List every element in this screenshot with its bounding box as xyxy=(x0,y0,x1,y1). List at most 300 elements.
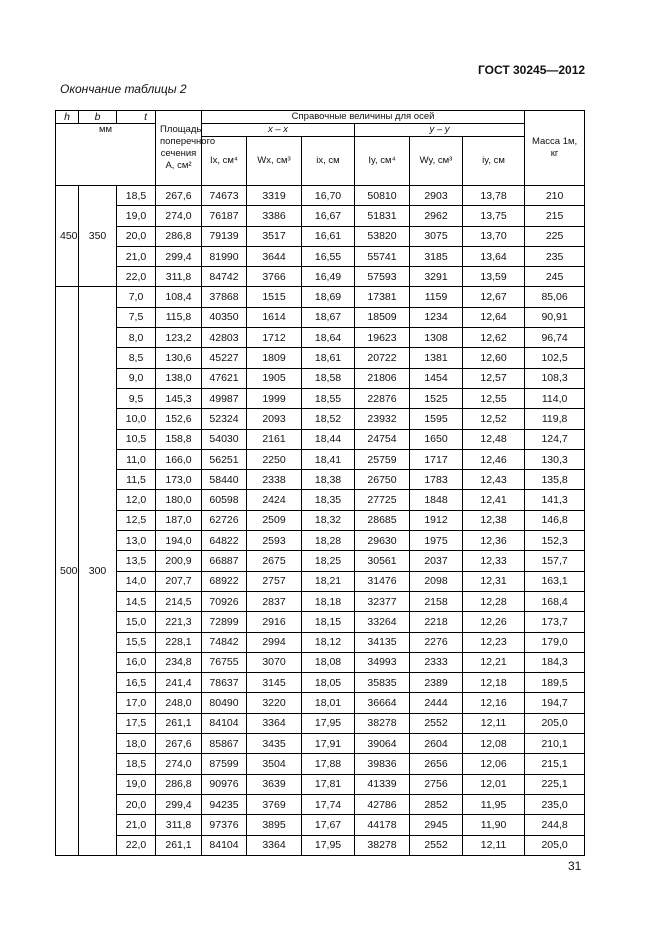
iy-value: 41339 xyxy=(355,774,410,794)
mass-value: 205,0 xyxy=(525,713,585,733)
iy-value: 38278 xyxy=(355,835,410,855)
area-value: 130,6 xyxy=(156,348,202,368)
mass-value: 215 xyxy=(525,206,585,226)
radius-x-value: 18,05 xyxy=(302,673,355,693)
table-row xyxy=(56,835,585,855)
mass-value: 235 xyxy=(525,246,585,266)
area-value: 214,5 xyxy=(156,591,202,611)
mass-value: 225,1 xyxy=(525,774,585,794)
iy-value: 39064 xyxy=(355,734,410,754)
ix-value: 64822 xyxy=(202,531,247,551)
radius-y-value: 12,28 xyxy=(463,591,525,611)
area-value: 299,4 xyxy=(156,246,202,266)
wx-value: 1999 xyxy=(247,388,302,408)
t-value: 17,5 xyxy=(117,713,156,733)
wy-value: 1308 xyxy=(410,328,463,348)
wx-value: 2916 xyxy=(247,612,302,632)
t-value: 9,0 xyxy=(117,368,156,388)
radius-x-value: 18,52 xyxy=(302,409,355,429)
radius-y-value: 12,11 xyxy=(463,835,525,855)
t-value: 7,5 xyxy=(117,307,156,327)
t-value: 20,0 xyxy=(117,226,156,246)
col-header-b: b xyxy=(79,111,117,124)
iy-value: 22876 xyxy=(355,388,410,408)
t-value: 14,0 xyxy=(117,571,156,591)
table-row xyxy=(56,591,585,611)
wx-value: 2093 xyxy=(247,409,302,429)
wy-value: 2756 xyxy=(410,774,463,794)
wy-value: 1234 xyxy=(410,307,463,327)
ix-value: 84742 xyxy=(202,267,247,287)
radius-y-value: 12,64 xyxy=(463,307,525,327)
radius-y-value: 13,78 xyxy=(463,186,525,206)
ix-value: 87599 xyxy=(202,754,247,774)
area-value: 187,0 xyxy=(156,510,202,530)
radius-y-value: 12,36 xyxy=(463,531,525,551)
radius-x-value: 18,35 xyxy=(302,490,355,510)
table-row xyxy=(56,328,585,348)
mass-value: 108,3 xyxy=(525,368,585,388)
wy-value: 2552 xyxy=(410,713,463,733)
iy-value: 38278 xyxy=(355,713,410,733)
area-value: 173,0 xyxy=(156,470,202,490)
area-value: 234,8 xyxy=(156,652,202,672)
wx-value: 2509 xyxy=(247,510,302,530)
table-row xyxy=(56,510,585,530)
iy-value: 34993 xyxy=(355,652,410,672)
iy-value: 21806 xyxy=(355,368,410,388)
group-h-value: 500 xyxy=(56,287,79,855)
iy-value: 44178 xyxy=(355,815,410,835)
radius-x-value: 18,18 xyxy=(302,591,355,611)
radius-y-value: 11,90 xyxy=(463,815,525,835)
iy-value: 29630 xyxy=(355,531,410,551)
wy-value: 1783 xyxy=(410,470,463,490)
table-row xyxy=(56,409,585,429)
radius-x-value: 16,55 xyxy=(302,246,355,266)
mass-value: 119,8 xyxy=(525,409,585,429)
wy-value: 2389 xyxy=(410,673,463,693)
t-value: 19,0 xyxy=(117,206,156,226)
wx-value: 1712 xyxy=(247,328,302,348)
ix-value: 74842 xyxy=(202,632,247,652)
radius-y-value: 13,70 xyxy=(463,226,525,246)
area-value: 248,0 xyxy=(156,693,202,713)
ix-value: 52324 xyxy=(202,409,247,429)
wy-value: 2276 xyxy=(410,632,463,652)
area-value: 138,0 xyxy=(156,368,202,388)
wx-value: 1515 xyxy=(247,287,302,307)
radius-y-value: 12,33 xyxy=(463,551,525,571)
radius-x-value: 17,74 xyxy=(302,794,355,814)
radius-y-value: 12,48 xyxy=(463,429,525,449)
t-value: 21,0 xyxy=(117,815,156,835)
ix-value: 76755 xyxy=(202,652,247,672)
radius-x-value: 18,41 xyxy=(302,449,355,469)
area-value: 286,8 xyxy=(156,774,202,794)
area-value: 286,8 xyxy=(156,226,202,246)
radius-y-value: 12,21 xyxy=(463,652,525,672)
area-value: 311,8 xyxy=(156,267,202,287)
wy-value: 2333 xyxy=(410,652,463,672)
wy-value: 2158 xyxy=(410,591,463,611)
ix-value: 84104 xyxy=(202,713,247,733)
wy-value: 1717 xyxy=(410,449,463,469)
radius-y-value: 11,95 xyxy=(463,794,525,814)
table-row xyxy=(56,429,585,449)
wx-value: 3504 xyxy=(247,754,302,774)
ix-value: 40350 xyxy=(202,307,247,327)
mass-value: 135,8 xyxy=(525,470,585,490)
area-value: 158,8 xyxy=(156,429,202,449)
radius-y-value: 12,60 xyxy=(463,348,525,368)
radius-x-value: 16,67 xyxy=(302,206,355,226)
wy-value: 1650 xyxy=(410,429,463,449)
ix-value: 42803 xyxy=(202,328,247,348)
wy-value: 2945 xyxy=(410,815,463,835)
radius-x-value: 18,61 xyxy=(302,348,355,368)
mass-value: 173,7 xyxy=(525,612,585,632)
table-row xyxy=(56,449,585,469)
radius-x-value: 17,95 xyxy=(302,835,355,855)
col-header-mass: Масса 1м, кг xyxy=(525,111,585,186)
t-value: 18,0 xyxy=(117,734,156,754)
t-value: 14,5 xyxy=(117,591,156,611)
table-row xyxy=(56,287,585,307)
table-row xyxy=(56,307,585,327)
radius-y-value: 12,46 xyxy=(463,449,525,469)
table-row xyxy=(56,246,585,266)
t-value: 8,5 xyxy=(117,348,156,368)
wx-value: 2424 xyxy=(247,490,302,510)
ix-value: 60598 xyxy=(202,490,247,510)
radius-x-value: 17,91 xyxy=(302,734,355,754)
radius-x-value: 18,28 xyxy=(302,531,355,551)
radius-y-value: 12,16 xyxy=(463,693,525,713)
wx-value: 2161 xyxy=(247,429,302,449)
table-row xyxy=(56,348,585,368)
iy-value: 55741 xyxy=(355,246,410,266)
radius-x-value: 16,49 xyxy=(302,267,355,287)
table-body xyxy=(56,186,585,856)
radius-x-value: 17,88 xyxy=(302,754,355,774)
ix-value: 74673 xyxy=(202,186,247,206)
ix-value: 97376 xyxy=(202,815,247,835)
area-value: 207,7 xyxy=(156,571,202,591)
ix-value: 76187 xyxy=(202,206,247,226)
wy-value: 3185 xyxy=(410,246,463,266)
document-code: ГОСТ 30245—2012 xyxy=(478,63,586,77)
t-value: 13,0 xyxy=(117,531,156,551)
wx-value: 3517 xyxy=(247,226,302,246)
radius-x-value: 18,67 xyxy=(302,307,355,327)
wx-value: 3435 xyxy=(247,734,302,754)
iy-header: Iy, см⁴ xyxy=(355,137,410,186)
radius-x-value: 16,61 xyxy=(302,226,355,246)
iy-value: 35835 xyxy=(355,673,410,693)
wy-value: 2037 xyxy=(410,551,463,571)
iy-value: 51831 xyxy=(355,206,410,226)
table-row xyxy=(56,734,585,754)
t-value: 19,0 xyxy=(117,774,156,794)
area-value: 228,1 xyxy=(156,632,202,652)
radius-y-value: 12,43 xyxy=(463,470,525,490)
axis-xx-header: x – x xyxy=(202,124,355,137)
area-value: 166,0 xyxy=(156,449,202,469)
area-value: 123,2 xyxy=(156,328,202,348)
table-row xyxy=(56,673,585,693)
t-value: 18,5 xyxy=(117,754,156,774)
area-value: 311,8 xyxy=(156,815,202,835)
area-value: 267,6 xyxy=(156,734,202,754)
mass-value: 96,74 xyxy=(525,328,585,348)
area-value: 152,6 xyxy=(156,409,202,429)
mass-value: 194,7 xyxy=(525,693,585,713)
ix-value: 49987 xyxy=(202,388,247,408)
table-row xyxy=(56,794,585,814)
wx-value: 3319 xyxy=(247,186,302,206)
mass-value: 189,5 xyxy=(525,673,585,693)
table-row xyxy=(56,754,585,774)
iy-value: 28685 xyxy=(355,510,410,530)
mass-value: 130,3 xyxy=(525,449,585,469)
radius-y-header: iy, см xyxy=(463,137,525,186)
area-value: 221,3 xyxy=(156,612,202,632)
col-header-t: t xyxy=(117,111,156,124)
ix-value: 54030 xyxy=(202,429,247,449)
mass-value: 225 xyxy=(525,226,585,246)
table-row xyxy=(56,368,585,388)
mass-value: 85,06 xyxy=(525,287,585,307)
wx-header: Wx, см³ xyxy=(247,137,302,186)
wy-value: 2098 xyxy=(410,571,463,591)
radius-y-value: 12,18 xyxy=(463,673,525,693)
iy-value: 53820 xyxy=(355,226,410,246)
iy-value: 57593 xyxy=(355,267,410,287)
ix-value: 84104 xyxy=(202,835,247,855)
area-value: 180,0 xyxy=(156,490,202,510)
table-row xyxy=(56,551,585,571)
ix-value: 90976 xyxy=(202,774,247,794)
iy-value: 33264 xyxy=(355,612,410,632)
t-value: 11,5 xyxy=(117,470,156,490)
ix-value: 58440 xyxy=(202,470,247,490)
wx-value: 2250 xyxy=(247,449,302,469)
ix-value: 85867 xyxy=(202,734,247,754)
wy-value: 3291 xyxy=(410,267,463,287)
radius-x-value: 18,21 xyxy=(302,571,355,591)
wx-value: 3220 xyxy=(247,693,302,713)
mass-value: 210,1 xyxy=(525,734,585,754)
area-value: 145,3 xyxy=(156,388,202,408)
unit-mm: мм xyxy=(56,124,156,186)
wx-value: 3639 xyxy=(247,774,302,794)
area-value: 261,1 xyxy=(156,713,202,733)
t-value: 13,5 xyxy=(117,551,156,571)
header-row-1 xyxy=(56,111,585,124)
wx-value: 3766 xyxy=(247,267,302,287)
wx-value: 3386 xyxy=(247,206,302,226)
radius-x-value: 18,08 xyxy=(302,652,355,672)
table-row xyxy=(56,571,585,591)
table-row xyxy=(56,632,585,652)
wx-value: 2837 xyxy=(247,591,302,611)
wy-value: 1381 xyxy=(410,348,463,368)
radius-y-value: 12,55 xyxy=(463,388,525,408)
axis-yy-header: y – y xyxy=(355,124,525,137)
wy-value: 2962 xyxy=(410,206,463,226)
wy-value: 1975 xyxy=(410,531,463,551)
table-row xyxy=(56,693,585,713)
table-caption: Окончание таблицы 2 xyxy=(60,82,187,96)
t-value: 10,5 xyxy=(117,429,156,449)
radius-y-value: 12,38 xyxy=(463,510,525,530)
area-value: 108,4 xyxy=(156,287,202,307)
wx-value: 2593 xyxy=(247,531,302,551)
area-value: 299,4 xyxy=(156,794,202,814)
mass-value: 184,3 xyxy=(525,652,585,672)
t-value: 15,5 xyxy=(117,632,156,652)
table-row xyxy=(56,267,585,287)
wx-value: 1614 xyxy=(247,307,302,327)
table-row xyxy=(56,470,585,490)
wx-value: 3145 xyxy=(247,673,302,693)
wx-value: 2757 xyxy=(247,571,302,591)
wx-value: 3644 xyxy=(247,246,302,266)
radius-y-value: 12,31 xyxy=(463,571,525,591)
radius-x-value: 18,12 xyxy=(302,632,355,652)
radius-y-value: 12,11 xyxy=(463,713,525,733)
radius-x-value: 18,32 xyxy=(302,510,355,530)
wy-value: 1159 xyxy=(410,287,463,307)
group-b-value: 300 xyxy=(79,287,117,855)
table-row xyxy=(56,713,585,733)
ix-value: 94235 xyxy=(202,794,247,814)
iy-value: 23932 xyxy=(355,409,410,429)
radius-y-value: 12,08 xyxy=(463,734,525,754)
wx-value: 3070 xyxy=(247,652,302,672)
wy-value: 2218 xyxy=(410,612,463,632)
radius-x-value: 18,69 xyxy=(302,287,355,307)
ix-value: 81990 xyxy=(202,246,247,266)
mass-value: 168,4 xyxy=(525,591,585,611)
ix-value: 79139 xyxy=(202,226,247,246)
t-value: 16,0 xyxy=(117,652,156,672)
radius-x-value: 17,67 xyxy=(302,815,355,835)
t-value: 8,0 xyxy=(117,328,156,348)
wx-value: 3364 xyxy=(247,835,302,855)
radius-x-value: 18,55 xyxy=(302,388,355,408)
t-value: 18,5 xyxy=(117,186,156,206)
mass-value: 114,0 xyxy=(525,388,585,408)
wy-header: Wy, см³ xyxy=(410,137,463,186)
wy-value: 1848 xyxy=(410,490,463,510)
mass-value: 205,0 xyxy=(525,835,585,855)
t-value: 10,0 xyxy=(117,409,156,429)
iy-value: 20722 xyxy=(355,348,410,368)
table-row xyxy=(56,388,585,408)
iy-value: 42786 xyxy=(355,794,410,814)
table-row xyxy=(56,186,585,206)
t-value: 22,0 xyxy=(117,835,156,855)
radius-x-value: 18,25 xyxy=(302,551,355,571)
wx-value: 2994 xyxy=(247,632,302,652)
iy-value: 26750 xyxy=(355,470,410,490)
wy-value: 2444 xyxy=(410,693,463,713)
radius-x-value: 18,64 xyxy=(302,328,355,348)
t-value: 20,0 xyxy=(117,794,156,814)
ix-value: 47621 xyxy=(202,368,247,388)
table-row xyxy=(56,774,585,794)
iy-value: 25759 xyxy=(355,449,410,469)
radius-y-value: 12,57 xyxy=(463,368,525,388)
col-header-reference: Справочные величины для осей xyxy=(202,111,525,124)
ix-value: 56251 xyxy=(202,449,247,469)
radius-x-value: 18,01 xyxy=(302,693,355,713)
ix-value: 80490 xyxy=(202,693,247,713)
mass-value: 141,3 xyxy=(525,490,585,510)
wy-value: 2656 xyxy=(410,754,463,774)
area-value: 261,1 xyxy=(156,835,202,855)
iy-value: 31476 xyxy=(355,571,410,591)
t-value: 12,5 xyxy=(117,510,156,530)
table-row xyxy=(56,490,585,510)
mass-value: 102,5 xyxy=(525,348,585,368)
radius-y-value: 12,41 xyxy=(463,490,525,510)
ix-value: 45227 xyxy=(202,348,247,368)
mass-value: 210 xyxy=(525,186,585,206)
area-value: 115,8 xyxy=(156,307,202,327)
table-row xyxy=(56,206,585,226)
profile-table xyxy=(55,110,585,856)
iy-value: 18509 xyxy=(355,307,410,327)
page-number: 31 xyxy=(568,859,582,873)
mass-value: 152,3 xyxy=(525,531,585,551)
iy-value: 24754 xyxy=(355,429,410,449)
radius-x-value: 17,81 xyxy=(302,774,355,794)
mass-value: 244,8 xyxy=(525,815,585,835)
wy-value: 1595 xyxy=(410,409,463,429)
header-row-2 xyxy=(56,124,585,137)
wy-value: 1454 xyxy=(410,368,463,388)
wy-value: 3075 xyxy=(410,226,463,246)
area-value: 200,9 xyxy=(156,551,202,571)
iy-value: 27725 xyxy=(355,490,410,510)
area-value: 274,0 xyxy=(156,754,202,774)
table-row xyxy=(56,226,585,246)
radius-x-value: 16,70 xyxy=(302,186,355,206)
iy-value: 17381 xyxy=(355,287,410,307)
ix-header: Ix, см⁴ xyxy=(202,137,247,186)
radius-y-value: 13,59 xyxy=(463,267,525,287)
t-value: 11,0 xyxy=(117,449,156,469)
table-row xyxy=(56,815,585,835)
ix-value: 37868 xyxy=(202,287,247,307)
t-value: 16,5 xyxy=(117,673,156,693)
radius-y-value: 12,26 xyxy=(463,612,525,632)
mass-value: 179,0 xyxy=(525,632,585,652)
t-value: 12,0 xyxy=(117,490,156,510)
iy-value: 50810 xyxy=(355,186,410,206)
radius-y-value: 12,23 xyxy=(463,632,525,652)
iy-value: 19623 xyxy=(355,328,410,348)
radius-x-value: 18,15 xyxy=(302,612,355,632)
ix-value: 70926 xyxy=(202,591,247,611)
ix-value: 78637 xyxy=(202,673,247,693)
wy-value: 2604 xyxy=(410,734,463,754)
wx-value: 3769 xyxy=(247,794,302,814)
radius-x-value: 18,38 xyxy=(302,470,355,490)
